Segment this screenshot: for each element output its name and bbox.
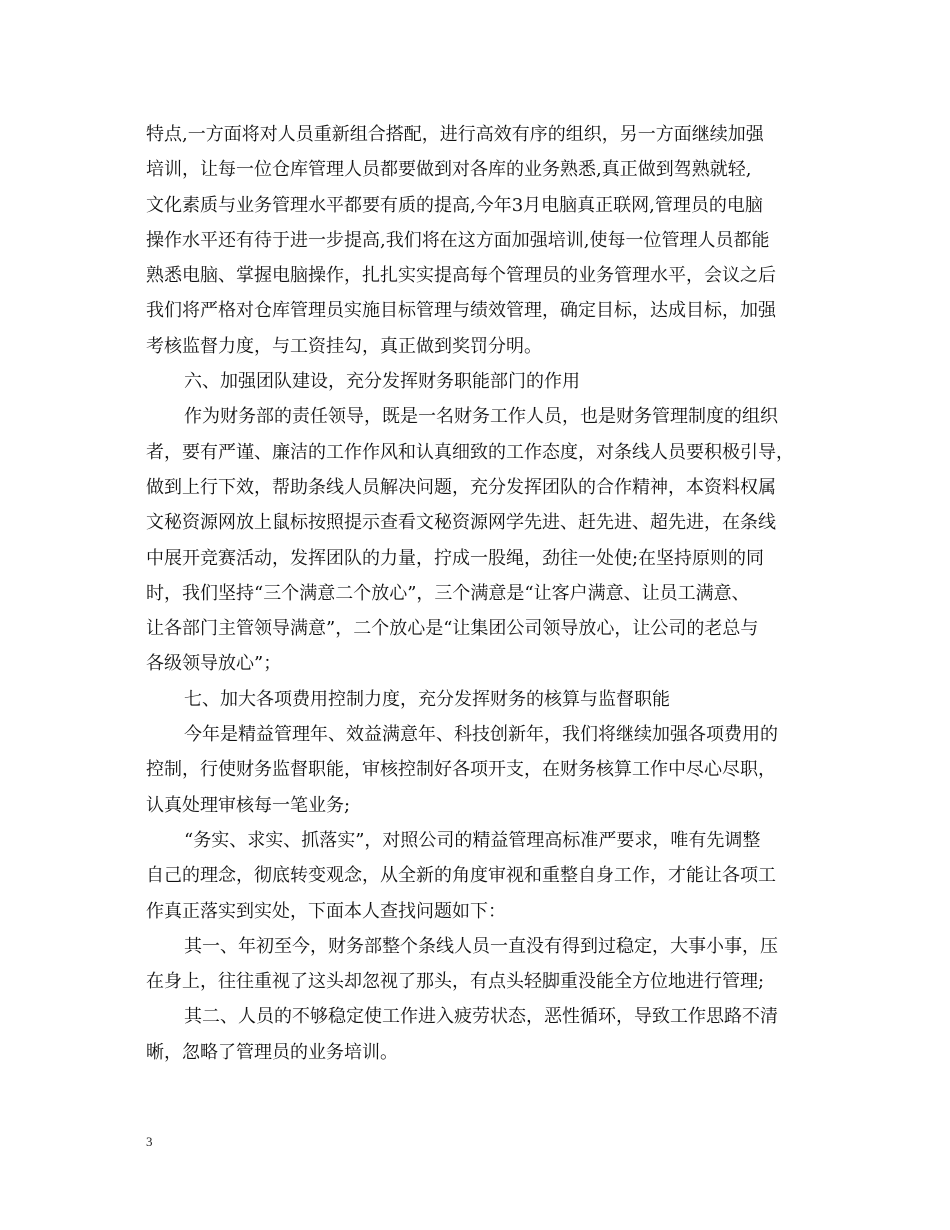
text-line: 熟悉电脑、掌握电脑操作，扎扎实实提高每个管理员的业务管理水平，会议之后 [146, 265, 776, 287]
text-line: 各级领导放心”； [146, 653, 282, 675]
text-line: 作为财务部的责任领导，既是一名财务工作人员，也是财务管理制度的组织 [184, 406, 778, 428]
text-line: 者，要有严谨、廉洁的工作作风和认真细致的工作态度，对条线人员要积极引导， [146, 441, 794, 463]
text-line: 特点,一方面将对人员重新组合搭配，进行高效有序的组织，另一方面继续加强 [146, 124, 764, 145]
page-number: 3 [146, 1134, 153, 1149]
text-line: 时，我们坚持“三个满意二个放心”，三个满意是“让客户满意、让员工满意、 [146, 582, 750, 604]
text-line: 做到上行下效，帮助条线人员解决问题，充分发挥团队的合作精神，本资料权属 [146, 476, 776, 498]
text-line: 晰，忽略了管理员的业务培训。 [146, 1041, 398, 1063]
text-line: 中展开竞赛活动，发挥团队的力量，拧成一股绳，劲往一处使;在坚持原则的同 [146, 547, 765, 569]
text-line: “务实、求实、抓落实”，对照公司的精益管理高标准严要求，唯有先调整 [184, 829, 761, 851]
text-line: 控制，行使财务监督职能，审核控制好各项开支，在财务核算工作中尽心尽职， [146, 759, 776, 781]
text-line: 七、加大各项费用控制力度，充分发挥财务的核算与监督职能 [184, 688, 670, 710]
text-line: 今年是精益管理年、效益满意年、科技创新年，我们将继续加强各项费用的 [184, 724, 778, 746]
text-line: 培训，让每一位仓库管理人员都要做到对各库的业务熟悉,真正做到驾熟就轻, [146, 159, 752, 181]
text-line: 其二、人员的不够稳定使工作进入疲劳状态，恶性循环，导致工作思路不清 [184, 1006, 778, 1028]
text-line: 文秘资源网放上鼠标按照提示查看文秘资源网学先进、赶先进、超先进，在条线 [146, 512, 776, 534]
text-line: 文化素质与业务管理水平都要有质的提高,今年3月电脑真正联网,管理员的电脑 [146, 194, 763, 216]
text-line: 其一、年初至今，财务部整个条线人员一直没有得到过稳定，大事小事，压 [184, 935, 778, 957]
text-line: 自己的理念，彻底转变观念，从全新的角度审视和重整自身工作，才能让各项工 [146, 865, 776, 887]
text-line: 六、加强团队建设，充分发挥财务职能部门的作用 [184, 371, 580, 393]
text-line: 认真处理审核每一笔业务; [146, 794, 351, 816]
text-line: 作真正落实到实处，下面本人查找问题如下： [146, 900, 506, 922]
text-line: 操作水平还有待于进一步提高,我们将在这方面加强培训,使每一位管理人员都能 [146, 229, 770, 251]
text-line: 在身上，往往重视了这头却忽视了那头，有点头轻脚重没能全方位地进行管理; [146, 971, 765, 993]
text-line: 考核监督力度，与工资挂勾，真正做到奖罚分明。 [146, 335, 542, 357]
text-line: 我们将严格对仓库管理员实施目标管理与绩效管理，确定目标，达成目标，加强 [146, 300, 776, 322]
document-body [146, 117, 816, 1070]
text-line: 让各部门主管领导满意”，二个放心是“让集团公司领导放心，让公司的老总与 [146, 618, 759, 640]
